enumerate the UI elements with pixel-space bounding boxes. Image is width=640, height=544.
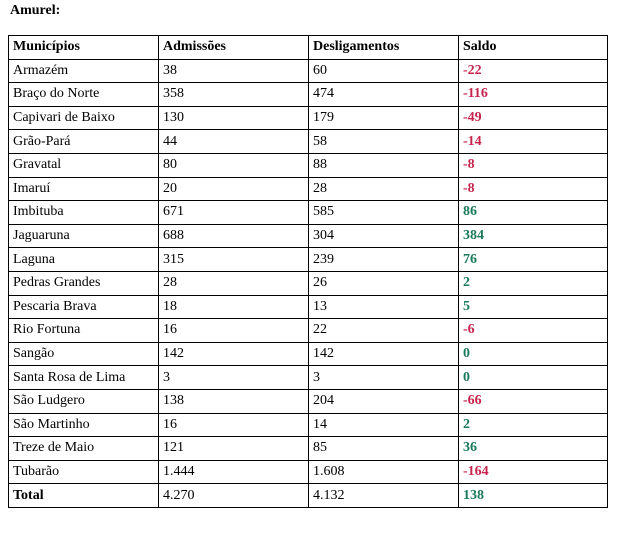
cell-saldo: -6: [459, 319, 608, 343]
cell-admissoes: 18: [159, 295, 309, 319]
cell-municipio: Santa Rosa de Lima: [9, 366, 159, 390]
cell-municipio: Jaguaruna: [9, 224, 159, 248]
cell-admissoes: 28: [159, 271, 309, 295]
cell-desligamentos: 585: [309, 201, 459, 225]
cell-saldo: 86: [459, 201, 608, 225]
cell-admissoes: 3: [159, 366, 309, 390]
table-row: [9, 83, 608, 107]
cell-desligamentos: 26: [309, 271, 459, 295]
cell-municipio: Braço do Norte: [9, 83, 159, 107]
header-desligamentos: Desligamentos: [309, 36, 459, 60]
cell-municipio: Pescaria Brava: [9, 295, 159, 319]
cell-saldo: 0: [459, 366, 608, 390]
table-row: [9, 271, 608, 295]
cell-municipio: Pedras Grandes: [9, 271, 159, 295]
table-row: [9, 248, 608, 272]
cell-desligamentos: 28: [309, 177, 459, 201]
cell-municipio: São Ludgero: [9, 389, 159, 413]
cell-municipio: Imaruí: [9, 177, 159, 201]
total-label: Total: [9, 484, 159, 508]
cell-saldo: 2: [459, 413, 608, 437]
cell-saldo: -49: [459, 106, 608, 130]
table-row: [9, 460, 608, 484]
cell-saldo: 2: [459, 271, 608, 295]
cell-desligamentos: 85: [309, 437, 459, 461]
header-municipios: Municípios: [9, 36, 159, 60]
table-row: [9, 201, 608, 225]
cell-saldo: -8: [459, 177, 608, 201]
cell-saldo: -22: [459, 59, 608, 83]
table-row: [9, 153, 608, 177]
table-row: [9, 413, 608, 437]
total-row: [9, 484, 608, 508]
cell-desligamentos: 304: [309, 224, 459, 248]
section-title: Amurel:: [10, 3, 61, 18]
cell-municipio: Sangão: [9, 342, 159, 366]
cell-admissoes: 16: [159, 319, 309, 343]
cell-desligamentos: 474: [309, 83, 459, 107]
cell-desligamentos: 60: [309, 59, 459, 83]
table-row: [9, 59, 608, 83]
cell-admissoes: 44: [159, 130, 309, 154]
table-header-row: [9, 36, 608, 60]
cell-saldo: -8: [459, 153, 608, 177]
cell-admissoes: 138: [159, 389, 309, 413]
cell-saldo: 5: [459, 295, 608, 319]
table-row: [9, 437, 608, 461]
header-admissoes: Admissões: [159, 36, 309, 60]
header-saldo: Saldo: [459, 36, 608, 60]
cell-saldo: 0: [459, 342, 608, 366]
cell-municipio: São Martinho: [9, 413, 159, 437]
cell-municipio: Rio Fortuna: [9, 319, 159, 343]
cell-admissoes: 688: [159, 224, 309, 248]
cell-municipio: Laguna: [9, 248, 159, 272]
cell-municipio: Grão-Pará: [9, 130, 159, 154]
table-row: [9, 177, 608, 201]
cell-desligamentos: 88: [309, 153, 459, 177]
cell-municipio: Imbituba: [9, 201, 159, 225]
cell-saldo: 36: [459, 437, 608, 461]
cell-desligamentos: 13: [309, 295, 459, 319]
cell-admissoes: 130: [159, 106, 309, 130]
cell-admissoes: 121: [159, 437, 309, 461]
cell-saldo: 76: [459, 248, 608, 272]
table-row: [9, 295, 608, 319]
cell-municipio: Armazém: [9, 59, 159, 83]
cell-saldo: -66: [459, 389, 608, 413]
table-row: [9, 389, 608, 413]
cell-desligamentos: 239: [309, 248, 459, 272]
table-row: [9, 130, 608, 154]
cell-admissoes: 671: [159, 201, 309, 225]
cell-municipio: Treze de Maio: [9, 437, 159, 461]
cell-admissoes: 38: [159, 59, 309, 83]
total-desligamentos: 4.132: [309, 484, 459, 508]
table-row: [9, 319, 608, 343]
cell-saldo: -116: [459, 83, 608, 107]
cell-saldo: -14: [459, 130, 608, 154]
cell-desligamentos: 142: [309, 342, 459, 366]
cell-admissoes: 20: [159, 177, 309, 201]
cell-admissoes: 315: [159, 248, 309, 272]
cell-municipio: Gravatal: [9, 153, 159, 177]
cell-admissoes: 80: [159, 153, 309, 177]
cell-saldo: -164: [459, 460, 608, 484]
cell-desligamentos: 22: [309, 319, 459, 343]
table-row: [9, 366, 608, 390]
cell-admissoes: 358: [159, 83, 309, 107]
cell-desligamentos: 1.608: [309, 460, 459, 484]
cell-desligamentos: 179: [309, 106, 459, 130]
total-saldo: 138: [459, 484, 608, 508]
table-row: [9, 224, 608, 248]
cell-desligamentos: 204: [309, 389, 459, 413]
cell-saldo: 384: [459, 224, 608, 248]
table-body: [9, 59, 608, 507]
employment-table: [8, 35, 608, 508]
cell-municipio: Tubarão: [9, 460, 159, 484]
cell-admissoes: 1.444: [159, 460, 309, 484]
cell-municipio: Capivari de Baixo: [9, 106, 159, 130]
table-row: [9, 106, 608, 130]
cell-admissoes: 16: [159, 413, 309, 437]
cell-desligamentos: 3: [309, 366, 459, 390]
cell-desligamentos: 14: [309, 413, 459, 437]
cell-admissoes: 142: [159, 342, 309, 366]
table-row: [9, 342, 608, 366]
total-admissoes: 4.270: [159, 484, 309, 508]
cell-desligamentos: 58: [309, 130, 459, 154]
